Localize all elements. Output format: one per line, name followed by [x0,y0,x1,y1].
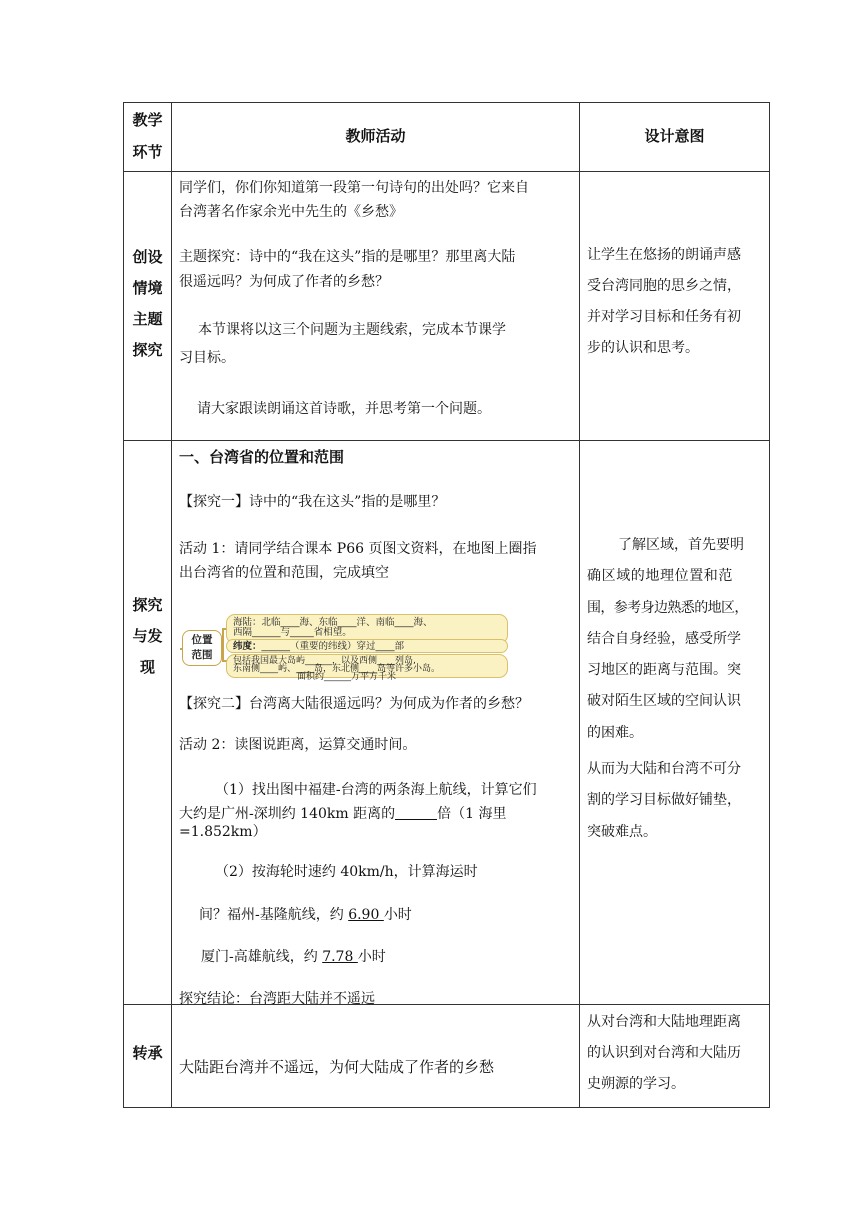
row1-line-5: 本节课将以这三个问题为主题线索，完成本节课学 [198,322,506,338]
header-stage-line2: 环节 [132,143,163,161]
answer-blank[interactable] [395,804,437,820]
section-title: 一、台湾省的位置和范围 [179,448,345,466]
row2-intent-line9: 割的学习目标做好铺垫， [587,792,741,809]
row1-line-7: 请大家跟读朗诵这首诗歌，并思考第一个问题。 [197,401,491,417]
figure-root-line1: 位置 [191,634,213,646]
figure-islands-box [226,654,508,682]
question-1-line3: =1.852km） [179,824,267,840]
question-2-text-a: 间？福州-基隆航线，约 [199,907,349,923]
probe-conclusion: 探究结论：台湾距大陆并不遥远 [179,991,375,1007]
row2-intent [587,530,767,848]
figure-latitude-label: 纬度： [233,641,262,652]
row2-intent-line5: 习地区的距离与范围。突 [587,662,741,679]
figure-box2-line2: 东南侧____屿、____岛，东北侧____岛等许多小岛。 [233,664,441,674]
probe-2: 【探究二】台湾离大陆很遥远吗？为何成为作者的乡愁？ [179,696,529,712]
figure-box2-line1: 包括我国最大岛屿______，以及西侧____列岛, [233,656,416,666]
row3-text: 大陆距台湾并不遥远，为何大陆成了作者的乡愁 [179,1058,495,1076]
activity-1-line2: 出台湾省的位置和范围，完成填空 [179,565,389,581]
probe-1: 【探究一】诗中的“我在这头”指的是哪里？ [179,494,446,510]
fuzhou-keelung-hours: 6.90 [348,907,384,923]
row2-intent-line4: 结合自身经验，感受所学 [587,630,741,647]
figure-latitude-text: ______（重要的纬线）穿过____部 [261,641,405,652]
position-range-figure [180,612,510,682]
row2-stage-2: 与发 [132,627,163,645]
row1-line-3: 主题探究：诗中的“我在这头”指的是哪里？那里离大陆 [179,249,516,265]
row2-intent-line3: 围，参考身边熟悉的地区， [587,599,748,616]
row2-stage [124,590,171,683]
row1-stage-3: 主题 [132,310,163,328]
row1-intent [587,240,767,364]
row2-stage-1: 探究 [132,596,163,614]
figure-latitude-box [226,639,508,653]
connector-vertical [222,628,224,661]
header-design-intent: 设计意图 [644,127,705,145]
row-divider-2 [123,440,770,441]
question-3-text-a: 厦门-高雄航线，约 [201,949,323,965]
question-3-text-b: 小时 [357,949,386,965]
question-1-text-b: 倍（1 海里 [437,806,507,822]
row1-stage-1: 创设 [132,248,163,266]
figure-root-node [182,630,222,666]
row1-intent-line3: 并对学习目标和任务有初 [587,309,741,325]
table-border-bottom [123,1107,770,1108]
row1-line-1: 同学们，你们你知道第一段第一句诗句的出处吗？它来自 [179,180,529,196]
row1-intent-line1: 让学生在悠扬的朗诵声感 [587,247,741,263]
row3-stage: 转承 [132,1044,163,1062]
header-stage [124,104,171,168]
row1-line-4: 很遥远吗？为何成了作者的乡愁？ [179,274,389,290]
header-stage-line1: 教学 [132,111,163,129]
question-2-line2 [199,903,412,927]
question-2-text-b: 小时 [383,907,412,923]
row1-line-6: 习目标。 [179,350,235,366]
row2-intent-line2: 确区域的地理位置和范 [587,568,733,585]
row-divider-1 [123,171,770,172]
activity-2: 活动 2：读图说距离，运算交通时间。 [179,737,417,753]
row2-intent-line1: 了解区域，首先要明 [618,537,744,553]
figure-box2-line3: 面积约______万平方千米 [297,672,397,682]
row1-stage-4: 探究 [132,341,163,359]
table-border-top [123,102,770,103]
question-1-text-a: 大约是广州-深圳约 140km 距离的 [179,806,396,822]
row3-intent-line2: 的认识到对台湾和大陆历 [587,1045,741,1061]
row1-intent-line4: 步的认识和思考。 [587,340,699,356]
row3-intent [587,1007,767,1100]
table-border-right [769,102,770,1108]
row2-stage-3: 现 [139,658,155,676]
activity-1-line1: 活动 1：请同学结合课本 P66 页图文资料，在地图上圈指 [179,541,537,557]
row3-intent-line1: 从对台湾和大陆地理距离 [587,1014,741,1030]
row2-intent-line8: 从而为大陆和台湾不可分 [587,761,741,778]
row2-intent-line7: 的困难。 [587,724,643,741]
figure-root-line2: 范围 [191,649,213,661]
question-1-line1: （1）找出图中福建-台湾的两条海上航线，计算它们 [215,782,537,798]
question-3-line [201,945,386,969]
figure-box1-line2: 西隔______与_____省相望。 [233,626,352,638]
xiamen-kaohsiung-hours: 7.78 [322,949,358,965]
column-divider-1 [171,102,172,1108]
row1-stage-2: 情境 [132,279,163,297]
row2-intent-line10: 突破难点。 [587,823,657,840]
row1-stage [124,242,171,366]
row1-line-2: 台湾著名作家余光中先生的《乡愁》 [179,204,403,220]
column-divider-2 [579,102,580,1108]
figure-box1-line1: 海陆：北临____海、东临____洋、南临____海、 [233,617,433,628]
row1-intent-line2: 受台湾同胞的思乡之情， [587,278,741,294]
row2-intent-line6: 破对陌生区域的空间认识 [587,693,741,710]
question-2-line1: （2）按海轮时速约 40km/h，计算海运时 [215,864,478,880]
header-teacher-activity: 教师活动 [345,127,406,145]
row3-intent-line3: 史朔源的学习。 [587,1076,685,1092]
